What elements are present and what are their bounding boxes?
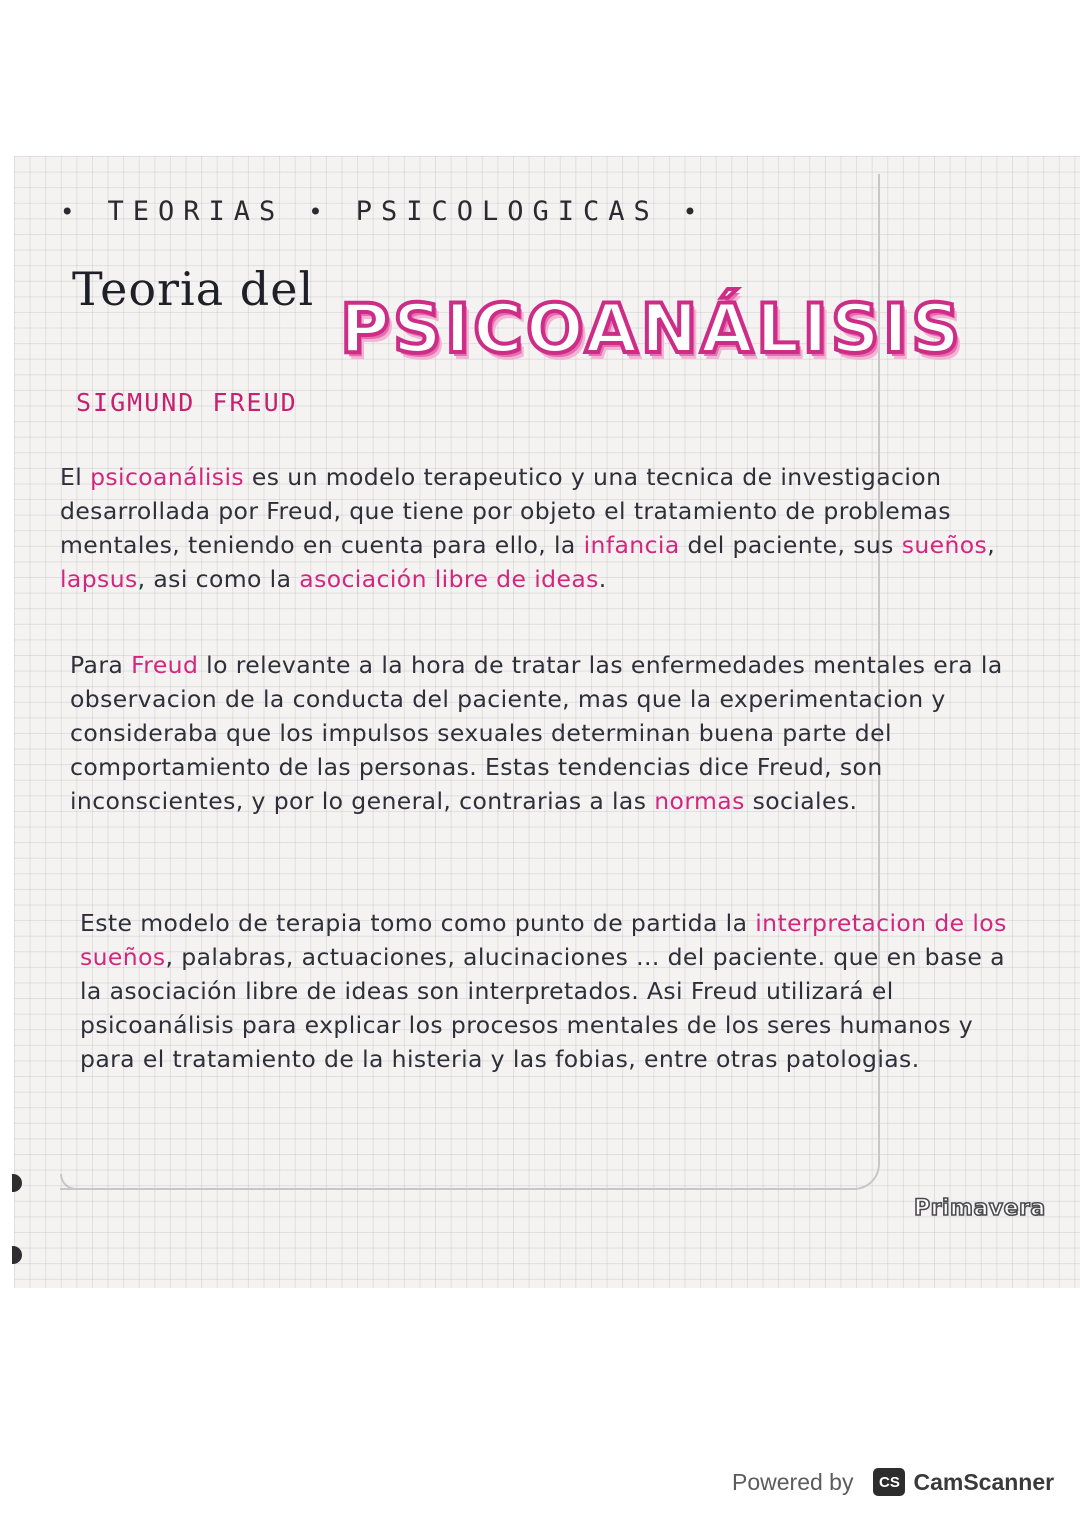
text: sociales. xyxy=(744,787,858,815)
text: lo relevante a la hora de tratar las enfermedades mentales era la observacion de la conducta del paciente, mas que la experimentacion y consideraba que los impulsos sexuales determinan buena parte del comportamiento de las personas. Estas tendencias dice Freud, son inconscientes, y por lo general, contrarias a las xyxy=(70,651,1003,815)
text: . xyxy=(598,565,607,593)
paragraph-freud xyxy=(70,648,1020,818)
highlight: normas xyxy=(654,787,745,815)
highlight: Freud xyxy=(131,651,199,679)
highlight: lapsus xyxy=(60,565,138,593)
text: El xyxy=(60,463,91,491)
scanner-watermark xyxy=(732,1468,1054,1496)
camscanner-name: CamScanner xyxy=(913,1468,1055,1495)
text: es un modelo terapeutico y una tecnica de investigacion desarrollada por Freud, que tiene por objeto el tratamiento de problemas mentales, teniendo en cuenta para ello, la xyxy=(60,463,951,559)
bullet-icon: • xyxy=(682,197,707,226)
highlight: sueños xyxy=(901,531,988,559)
highlight: interpretacion de los sueños xyxy=(80,909,1007,971)
spiral-hole xyxy=(12,1174,22,1192)
page-title: PSICOANÁLISIS xyxy=(340,290,964,369)
text: del paciente, sus xyxy=(679,531,902,559)
bullet-icon: • xyxy=(308,197,332,226)
notebook-brand-logo: Primavera xyxy=(914,1196,1046,1221)
page-subtitle: Teoria del xyxy=(72,262,315,316)
text: , palabras, actuaciones, alucinaciones ... del paciente. que en base a la asociación libre de ideas son interpretados. Asi Freud utilizará el psicoanálisis para explicar los procesos mentales de los seres humanos y para el tratamiento de la histeria y las fobias, entre otras patologias. xyxy=(80,943,1005,1073)
text: , asi como la xyxy=(137,565,300,593)
bullet-icon: • xyxy=(60,197,84,226)
highlight: psicoanálisis xyxy=(90,463,245,491)
section-heading xyxy=(60,196,706,227)
highlight: infancia xyxy=(583,531,680,559)
highlight: asociación libre de ideas xyxy=(299,565,599,593)
camscanner-icon: CS xyxy=(873,1468,905,1496)
spiral-hole xyxy=(12,1246,22,1264)
text: Este modelo de terapia tomo como punto de partida la xyxy=(80,909,756,937)
heading-word-2: PSICOLOGICAS xyxy=(355,196,659,227)
powered-by-label: Powered by xyxy=(732,1468,854,1495)
paragraph-intro xyxy=(60,460,1040,596)
text: , xyxy=(987,531,996,559)
heading-word-1: TEORIAS xyxy=(107,196,285,227)
text: Para xyxy=(70,651,132,679)
author-name: SIGMUND FREUD xyxy=(76,388,298,417)
paragraph-therapy xyxy=(80,906,1010,1076)
